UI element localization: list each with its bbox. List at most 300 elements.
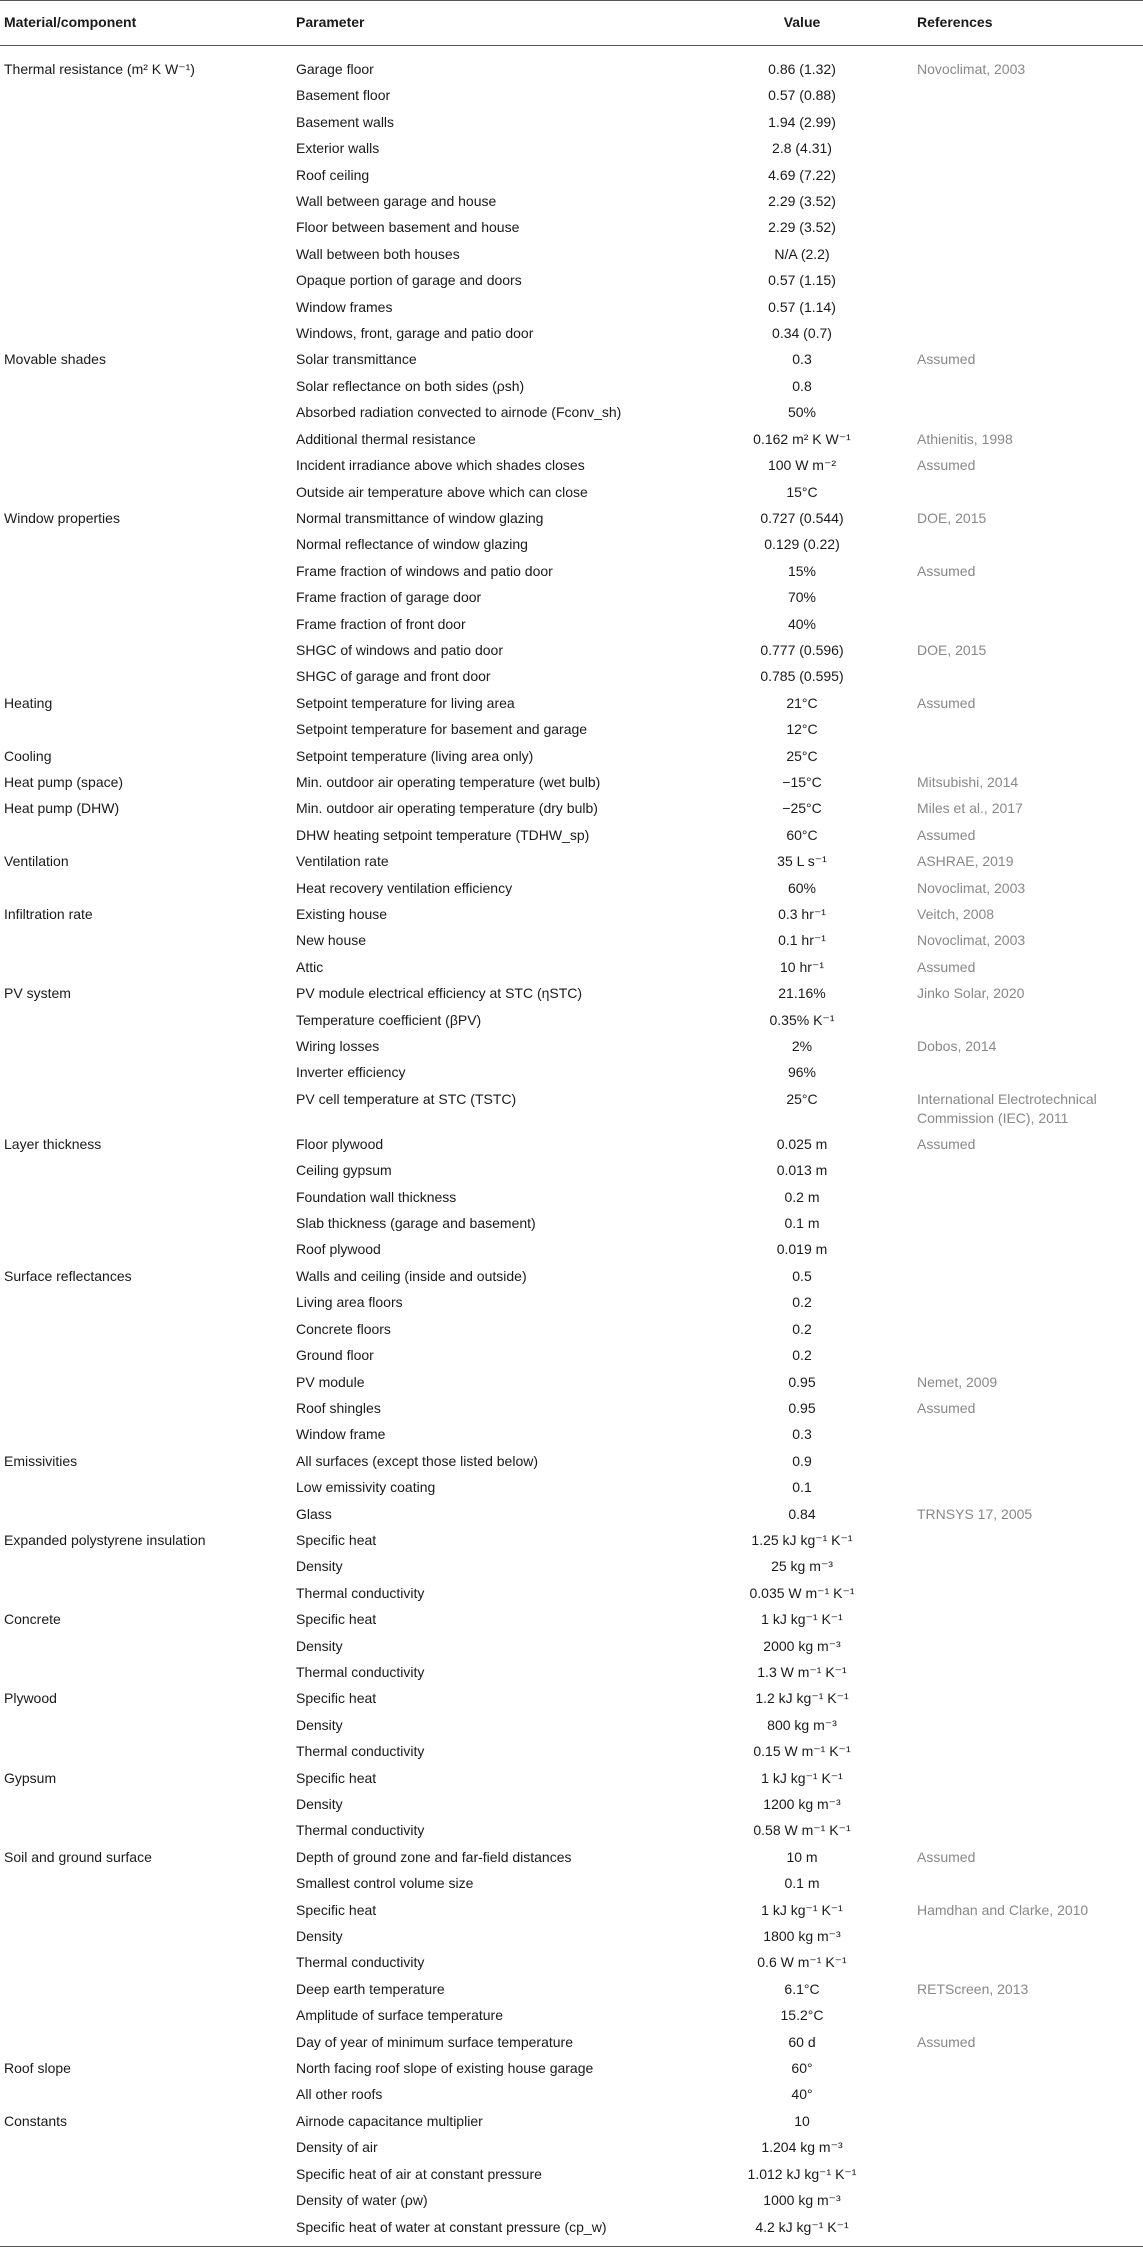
- reference-cell: TRNSYS 17, 2005: [917, 1505, 1033, 1522]
- value-cell: −25°C: [782, 800, 822, 817]
- parameter-cell: Setpoint temperature for living area: [296, 694, 515, 711]
- parameter-cell: Specific heat of water at constant pressure (cp_w): [296, 2218, 607, 2235]
- material-cell: Expanded polystyrene insulation: [4, 1531, 206, 1548]
- reference-cell: International Electrotechnical Commission (IEC), 2011: [917, 1090, 1097, 1126]
- value-cell: 0.3: [792, 1426, 812, 1443]
- parameter-cell: Smallest control volume size: [296, 1875, 474, 1892]
- reference-cell: Assumed: [917, 1135, 976, 1152]
- parameter-cell: Heat recovery ventilation efficiency: [296, 879, 513, 896]
- parameter-cell: Specific heat of air at constant pressure: [296, 2165, 542, 2182]
- material-cell: Movable shades: [4, 351, 106, 368]
- value-cell: 1.2 kJ kg⁻¹ K⁻¹: [755, 1690, 849, 1707]
- value-cell: 50%: [787, 404, 817, 421]
- value-cell: 0.8: [792, 377, 812, 394]
- value-cell: 0.1 m: [784, 1215, 820, 1232]
- reference-cell: Dobos, 2014: [917, 1038, 997, 1055]
- parameter-cell: Frame fraction of front door: [296, 615, 466, 632]
- table-row: [0, 1659, 1143, 1685]
- parameter-cell: SHGC of garage and front door: [296, 668, 491, 685]
- value-cell: 0.57 (0.88): [768, 87, 836, 104]
- table-row: [0, 1553, 1143, 1579]
- parameter-cell: Amplitude of surface temperature: [296, 2007, 503, 2024]
- value-cell: 0.3 hr⁻¹: [778, 906, 826, 922]
- table-row: [0, 558, 1143, 584]
- parameter-cell: Specific heat: [296, 1769, 377, 1786]
- parameter-cell: PV module: [296, 1373, 365, 1390]
- value-cell: 1.204 kg m⁻³: [761, 2139, 843, 2156]
- reference-cell: Assumed: [917, 457, 976, 474]
- parameter-cell: Low emissivity coating: [296, 1479, 436, 1496]
- parameter-cell: North facing roof slope of existing house garage: [296, 2060, 594, 2077]
- material-cell: Layer thickness: [4, 1135, 102, 1152]
- table-row: [0, 1976, 1143, 2002]
- table-row: [0, 848, 1143, 874]
- table-row: [0, 795, 1143, 821]
- table-row: [0, 2187, 1143, 2213]
- table-row: [0, 743, 1143, 769]
- parameter-cell: Incident irradiance above which shades closes: [296, 457, 585, 474]
- table-row: [0, 875, 1143, 901]
- parameter-cell: Window frame: [296, 1426, 386, 1443]
- parameter-cell: Day of year of minimum surface temperature: [296, 2033, 573, 2050]
- parameter-cell: Inverter efficiency: [296, 1064, 406, 1081]
- table-row: [0, 109, 1143, 135]
- parameter-cell: Ground floor: [296, 1347, 374, 1364]
- table-row: [0, 320, 1143, 346]
- table-row: [0, 135, 1143, 161]
- reference-cell: Assumed: [917, 826, 976, 843]
- value-cell: 0.2 m: [784, 1188, 820, 1205]
- value-cell: 100 W m⁻²: [767, 457, 837, 474]
- reference-cell: Miles et al., 2017: [917, 800, 1023, 817]
- table-row: [0, 2081, 1143, 2107]
- value-cell: 15%: [787, 562, 817, 579]
- table-row: [0, 346, 1143, 372]
- parameter-cell: Concrete floors: [296, 1320, 391, 1337]
- value-cell: 96%: [787, 1064, 817, 1081]
- parameter-cell: Specific heat: [296, 1901, 377, 1918]
- material-cell: Surface reflectances: [4, 1267, 132, 1284]
- value-cell: 70%: [787, 589, 817, 606]
- value-cell: 1.012 kJ kg⁻¹ K⁻¹: [747, 2165, 857, 2182]
- table-row: [0, 1033, 1143, 1059]
- reference-cell: Novoclimat, 2003: [917, 879, 1026, 896]
- material-cell: Gypsum: [4, 1769, 57, 1786]
- table-row: [0, 954, 1143, 980]
- table-row: [0, 1369, 1143, 1395]
- parameter-cell: Roof ceiling: [296, 166, 370, 183]
- table-row: [0, 1448, 1143, 1474]
- value-cell: 0.9: [792, 1452, 812, 1469]
- table-row: [0, 214, 1143, 240]
- table-row: [0, 505, 1143, 531]
- parameter-cell: Floor between basement and house: [296, 219, 520, 236]
- parameter-cell: All surfaces (except those listed below): [296, 1452, 538, 1469]
- parameter-cell: SHGC of windows and patio door: [296, 641, 503, 658]
- parameter-cell: Foundation wall thickness: [296, 1188, 457, 1205]
- material-cell: Ventilation: [4, 853, 69, 870]
- parameter-cell: Specific heat: [296, 1531, 377, 1548]
- parameter-cell: Density: [296, 1716, 343, 1733]
- value-cell: 4.69 (7.22): [768, 166, 836, 183]
- value-cell: 0.2: [792, 1320, 812, 1337]
- parameter-cell: Glass: [296, 1505, 332, 1522]
- parameter-cell: Basement floor: [296, 87, 391, 104]
- value-cell: 2.8 (4.31): [772, 140, 832, 157]
- parameter-cell: Outside air temperature above which can close: [296, 483, 588, 500]
- parameter-cell: DHW heating setpoint temperature (TDHW_sp): [296, 826, 590, 843]
- parameter-cell: Additional thermal resistance: [296, 430, 476, 447]
- table-row: [0, 822, 1143, 848]
- table-body: [0, 46, 1143, 2240]
- table-row: [0, 1263, 1143, 1289]
- material-cell: Heat pump (space): [4, 773, 124, 790]
- material-cell: Cooling: [4, 747, 52, 764]
- table-row: [0, 1685, 1143, 1711]
- value-cell: 1200 kg m⁻³: [763, 1796, 841, 1812]
- table-row: [0, 426, 1143, 452]
- table-row: [0, 663, 1143, 689]
- material-cell: Soil and ground surface: [4, 1848, 152, 1865]
- reference-cell: Assumed: [917, 1399, 976, 1416]
- table-row: [0, 1580, 1143, 1606]
- value-cell: 1800 kg m⁻³: [763, 1928, 841, 1945]
- material-cell: Infiltration rate: [4, 906, 93, 922]
- reference-cell: Veitch, 2008: [917, 906, 995, 922]
- value-cell: 0.57 (1.15): [768, 272, 836, 289]
- value-cell: 1.94 (2.99): [768, 113, 836, 130]
- reference-cell: Mitsubishi, 2014: [917, 773, 1019, 790]
- table-row: [0, 1474, 1143, 1500]
- parameter-cell: All other roofs: [296, 2086, 383, 2103]
- parameter-cell: Exterior walls: [296, 140, 380, 157]
- table-row: [0, 1289, 1143, 1315]
- table-row: [0, 82, 1143, 108]
- parameter-cell: Basement walls: [296, 113, 395, 130]
- table-row: [0, 1923, 1143, 1949]
- reference-cell: ASHRAE, 2019: [917, 853, 1014, 870]
- parameter-cell: Thermal conductivity: [296, 1822, 425, 1839]
- value-cell: 40%: [787, 615, 817, 632]
- reference-cell: Assumed: [917, 2033, 976, 2050]
- value-cell: 1.25 kJ kg⁻¹ K⁻¹: [751, 1531, 853, 1548]
- parameter-cell: Density: [296, 1796, 343, 1812]
- reference-cell: Assumed: [917, 351, 976, 368]
- table-row: [0, 479, 1143, 505]
- table-row: [0, 2161, 1143, 2187]
- parameter-cell: Solar transmittance: [296, 351, 417, 368]
- table-row: [0, 241, 1143, 267]
- value-cell: 60%: [787, 879, 817, 896]
- parameter-cell: Deep earth temperature: [296, 1980, 445, 1997]
- table-row: [0, 1844, 1143, 1870]
- parameter-cell: Depth of ground zone and far-field distances: [296, 1848, 572, 1865]
- parameter-cell: Density of water (ρw): [296, 2192, 428, 2209]
- table-row: [0, 452, 1143, 478]
- table-row: [0, 162, 1143, 188]
- reference-cell: Assumed: [917, 958, 976, 975]
- parameter-cell: Airnode capacitance multiplier: [296, 2112, 483, 2129]
- value-cell: 2.29 (3.52): [768, 219, 836, 236]
- table-row: [0, 2214, 1143, 2240]
- value-cell: 4.2 kJ kg⁻¹ K⁻¹: [755, 2218, 849, 2235]
- value-cell: 0.58 W m⁻¹ K⁻¹: [753, 1822, 851, 1839]
- table-row: [0, 2108, 1143, 2134]
- table-row: [0, 294, 1143, 320]
- material-cell: Window properties: [4, 509, 120, 526]
- parameter-cell: Solar reflectance on both sides (ρsh): [296, 377, 525, 394]
- parameter-cell: Roof plywood: [296, 1241, 381, 1258]
- table-row: [0, 1791, 1143, 1817]
- value-cell: 1000 kg m⁻³: [763, 2192, 841, 2209]
- value-cell: 0.57 (1.14): [768, 298, 836, 315]
- parameter-cell: Wall between garage and house: [296, 193, 497, 210]
- table-row: [0, 1712, 1143, 1738]
- table-row: [0, 2029, 1143, 2055]
- value-cell: 10: [794, 2112, 810, 2129]
- table-row: [0, 611, 1143, 637]
- table-row: [0, 1949, 1143, 1975]
- table-row: [0, 2055, 1143, 2081]
- value-cell: −15°C: [782, 773, 822, 790]
- value-cell: 0.2: [792, 1347, 812, 1364]
- value-cell: 0.5: [792, 1267, 812, 1284]
- parameter-cell: Wiring losses: [296, 1038, 380, 1055]
- table-row: [0, 1007, 1143, 1033]
- value-cell: 0.35% K⁻¹: [769, 1011, 835, 1028]
- value-cell: 6.1°C: [784, 1980, 820, 1997]
- table-row: [0, 531, 1143, 557]
- table-row: [0, 769, 1143, 795]
- material-cell: Emissivities: [4, 1452, 78, 1469]
- material-cell: Thermal resistance (m² K W⁻¹): [4, 61, 195, 77]
- value-cell: 2%: [791, 1038, 813, 1055]
- parameter-cell: Thermal conductivity: [296, 1663, 425, 1680]
- value-cell: 10 m: [786, 1848, 818, 1865]
- value-cell: 1 kJ kg⁻¹ K⁻¹: [761, 1611, 843, 1628]
- table-header: [0, 0, 1143, 46]
- parameter-cell: Min. outdoor air operating temperature (wet bulb): [296, 773, 601, 790]
- table-row: [0, 584, 1143, 610]
- parameter-cell: Existing house: [296, 906, 388, 922]
- value-cell: 2000 kg m⁻³: [763, 1637, 841, 1654]
- parameter-cell: Roof shingles: [296, 1399, 381, 1416]
- reference-cell: Novoclimat, 2003: [917, 61, 1026, 77]
- value-cell: 25°C: [786, 747, 818, 764]
- parameter-cell: Specific heat: [296, 1690, 377, 1707]
- value-cell: 25 kg m⁻³: [771, 1558, 833, 1575]
- parameter-cell: Window frames: [296, 298, 393, 315]
- material-cell: Concrete: [4, 1611, 61, 1628]
- parameter-cell: Thermal conductivity: [296, 1584, 425, 1601]
- parameter-cell: Living area floors: [296, 1294, 403, 1311]
- table-row: [0, 2002, 1143, 2028]
- value-cell: 0.1 m: [784, 1875, 820, 1892]
- value-cell: 0.95: [788, 1373, 816, 1390]
- table-row: [0, 980, 1143, 1006]
- table-row: [0, 1131, 1143, 1157]
- parameter-cell: PV cell temperature at STC (TSTC): [296, 1090, 517, 1107]
- parameter-cell: Setpoint temperature for basement and garage: [296, 721, 588, 738]
- reference-cell: RETScreen, 2013: [917, 1980, 1029, 1997]
- reference-cell: DOE, 2015: [917, 509, 987, 526]
- value-cell: 0.3: [792, 351, 812, 368]
- table-row: [0, 1633, 1143, 1659]
- parameter-cell: Attic: [296, 958, 324, 975]
- table-row: [0, 1606, 1143, 1632]
- value-cell: 2.29 (3.52): [768, 193, 836, 210]
- table-row: [0, 1765, 1143, 1791]
- reference-cell: Nemet, 2009: [917, 1373, 998, 1390]
- table-row: [0, 1059, 1143, 1085]
- header-material: Material/component: [4, 14, 137, 30]
- table-row: [0, 188, 1143, 214]
- reference-cell: Assumed: [917, 1848, 976, 1865]
- value-cell: 15.2°C: [780, 2007, 824, 2024]
- table-row: [0, 1395, 1143, 1421]
- table-row: [0, 1236, 1143, 1262]
- reference-cell: Hamdhan and Clarke, 2010: [917, 1901, 1089, 1918]
- value-cell: 1 kJ kg⁻¹ K⁻¹: [761, 1769, 843, 1786]
- reference-cell: Novoclimat, 2003: [917, 932, 1026, 949]
- reference-cell: DOE, 2015: [917, 641, 987, 658]
- value-cell: 60 d: [788, 2033, 816, 2050]
- value-cell: 0.035 W m⁻¹ K⁻¹: [749, 1584, 855, 1601]
- value-cell: 0.013 m: [776, 1162, 828, 1179]
- parameter-cell: Floor plywood: [296, 1135, 384, 1152]
- material-cell: Heating: [4, 694, 53, 711]
- table-row: [0, 690, 1143, 716]
- value-cell: 25°C: [786, 1090, 818, 1107]
- table-row: [0, 1316, 1143, 1342]
- parameter-cell: Min. outdoor air operating temperature (dry bulb): [296, 800, 598, 817]
- parameter-cell: Temperature coefficient (βPV): [296, 1011, 482, 1028]
- parameter-cell: Thermal conductivity: [296, 1743, 425, 1760]
- value-cell: 60°: [791, 2060, 813, 2077]
- value-cell: 1 kJ kg⁻¹ K⁻¹: [761, 1901, 843, 1918]
- value-cell: 40°: [791, 2086, 813, 2103]
- value-cell: 0.785 (0.595): [760, 668, 844, 685]
- table-row: [0, 1157, 1143, 1183]
- table-row: [0, 1184, 1143, 1210]
- parameter-cell: Density: [296, 1558, 343, 1575]
- parameter-cell: New house: [296, 932, 367, 949]
- parameter-cell: Absorbed radiation convected to airnode (Fconv_sh): [296, 404, 622, 421]
- value-cell: 15°C: [786, 483, 818, 500]
- table-row: [0, 1342, 1143, 1368]
- value-cell: 10 hr⁻¹: [780, 958, 824, 975]
- table-row: [0, 267, 1143, 293]
- value-cell: 800 kg m⁻³: [767, 1716, 837, 1733]
- value-cell: 0.162 m² K W⁻¹: [753, 430, 851, 447]
- value-cell: 0.1 hr⁻¹: [778, 932, 826, 949]
- value-cell: 60°C: [786, 826, 818, 843]
- value-cell: 0.019 m: [776, 1241, 828, 1258]
- value-cell: N/A (2.2): [774, 245, 830, 262]
- table-row: [0, 2134, 1143, 2160]
- value-cell: 0.2: [792, 1294, 812, 1311]
- table-row: [0, 1086, 1143, 1131]
- header-value: Value: [783, 14, 821, 30]
- parameter-cell: Frame fraction of garage door: [296, 589, 482, 606]
- value-cell: 21°C: [786, 694, 818, 711]
- material-cell: Roof slope: [4, 2060, 71, 2077]
- table-row: [0, 1738, 1143, 1764]
- material-cell: Plywood: [4, 1690, 57, 1707]
- table-row: [0, 1210, 1143, 1236]
- parameter-cell: Ceiling gypsum: [296, 1162, 392, 1179]
- table-row: [0, 1897, 1143, 1923]
- value-cell: 0.6 W m⁻¹ K⁻¹: [757, 1954, 847, 1971]
- value-cell: 0.15 W m⁻¹ K⁻¹: [753, 1743, 851, 1760]
- value-cell: 35 L s⁻¹: [777, 853, 827, 870]
- table-row: [0, 1817, 1143, 1843]
- reference-cell: Assumed: [917, 562, 976, 579]
- table-row: [0, 399, 1143, 425]
- header-parameter: Parameter: [296, 14, 365, 30]
- reference-cell: Athienitis, 1998: [917, 430, 1013, 447]
- table-row: [0, 637, 1143, 663]
- parameter-cell: Setpoint temperature (living area only): [296, 747, 534, 764]
- reference-cell: Assumed: [917, 694, 976, 711]
- material-cell: Constants: [4, 2112, 68, 2129]
- parameter-cell: Normal reflectance of window glazing: [296, 536, 528, 553]
- parameter-cell: Wall between both houses: [296, 245, 460, 262]
- header-references: References: [917, 14, 993, 30]
- parameter-cell: Garage floor: [296, 61, 374, 77]
- table-bottom-rule: [0, 2246, 1143, 2247]
- value-cell: 0.025 m: [776, 1135, 828, 1152]
- value-cell: 0.727 (0.544): [760, 509, 844, 526]
- parameter-cell: Ventilation rate: [296, 853, 389, 870]
- value-cell: 21.16%: [778, 985, 826, 1002]
- value-cell: 0.84: [788, 1505, 816, 1522]
- table-row: [0, 927, 1143, 953]
- table-row: [0, 373, 1143, 399]
- parameter-cell: Frame fraction of windows and patio door: [296, 562, 553, 579]
- table-row: [0, 1527, 1143, 1553]
- reference-cell: Jinko Solar, 2020: [917, 985, 1025, 1002]
- value-cell: 0.86 (1.32): [768, 61, 836, 77]
- value-cell: 0.95: [788, 1399, 816, 1416]
- parameter-cell: Specific heat: [296, 1611, 377, 1628]
- parameter-cell: Density: [296, 1928, 343, 1945]
- parameter-cell: PV module electrical efficiency at STC (ηSTC): [296, 985, 583, 1002]
- table-row: [0, 1870, 1143, 1896]
- table-row: [0, 1421, 1143, 1447]
- value-cell: 0.1: [792, 1479, 812, 1496]
- parameter-cell: Walls and ceiling (inside and outside): [296, 1267, 527, 1284]
- value-cell: 0.129 (0.22): [764, 536, 840, 553]
- value-cell: 0.34 (0.7): [772, 325, 832, 342]
- material-cell: PV system: [4, 985, 71, 1002]
- value-cell: 1.3 W m⁻¹ K⁻¹: [757, 1663, 847, 1680]
- value-cell: 12°C: [786, 721, 818, 738]
- parameter-cell: Density of air: [296, 2139, 378, 2156]
- table-row: [0, 901, 1143, 927]
- value-cell: 0.777 (0.596): [760, 641, 844, 658]
- parameter-cell: Density: [296, 1637, 343, 1654]
- parameter-cell: Windows, front, garage and patio door: [296, 325, 534, 342]
- parameter-cell: Thermal conductivity: [296, 1954, 425, 1971]
- table-row: [0, 56, 1143, 82]
- parameter-cell: Slab thickness (garage and basement): [296, 1215, 536, 1232]
- table-row: [0, 1501, 1143, 1527]
- parameter-cell: Opaque portion of garage and doors: [296, 272, 522, 289]
- table-row: [0, 716, 1143, 742]
- material-cell: Heat pump (DHW): [4, 800, 120, 817]
- parameter-cell: Normal transmittance of window glazing: [296, 509, 544, 526]
